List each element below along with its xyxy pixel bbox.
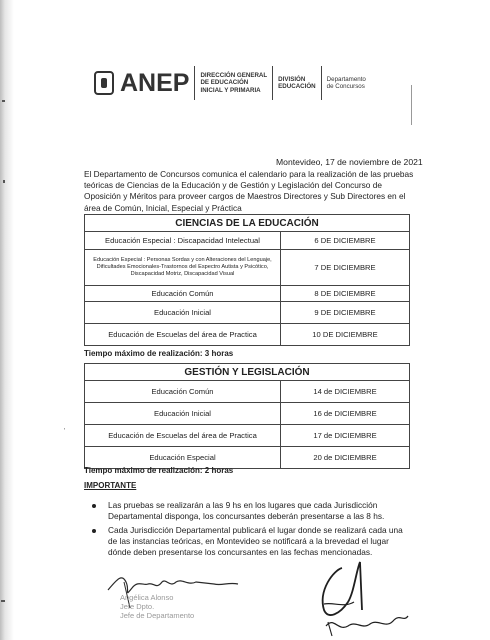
- intro-paragraph: El Departamento de Concursos comunica el calendario para la realización de las pruebas teóricas de Ciencias de la Educación y de Gestión y Legislación del Concurso de Oposición y Méritos para proveer cargos de Maestros Directores y Sub Directores en el área de Común, Inicial, Especial y Práctica: [84, 169, 414, 213]
- list-item: [84, 500, 414, 522]
- date-cell: 9 DE DICIEMBRE: [281, 302, 410, 324]
- stamp-line: Jefe Dpto.: [120, 602, 155, 611]
- table-row: [85, 425, 410, 447]
- scan-line: [411, 85, 412, 125]
- signature-right: [304, 556, 414, 640]
- area-cell: Educación de Escuelas del área de Practica: [85, 425, 281, 447]
- important-list: [84, 500, 414, 561]
- bullet-icon: [92, 504, 96, 508]
- scan-mark: [1, 600, 5, 602]
- table-row: [85, 302, 410, 324]
- table-header-row: [85, 364, 410, 381]
- max-time-note: Tiempo máximo de realización: 2 horas: [84, 466, 234, 475]
- anep-seal-icon: [94, 71, 114, 95]
- bullet-icon: [92, 529, 96, 533]
- table-row: [85, 381, 410, 403]
- table-header-row: [85, 215, 410, 232]
- org-line: Departamento: [326, 75, 366, 83]
- org-division: [278, 76, 315, 91]
- table-row: [85, 324, 410, 346]
- list-item: [84, 525, 414, 558]
- header-divider: [321, 66, 322, 100]
- max-time-note: Tiempo máximo de realización: 3 horas: [84, 349, 234, 358]
- org-line: INICIAL Y PRIMARIA: [200, 86, 261, 94]
- table-title: CIENCIAS DE LA EDUCACIÓN: [85, 215, 410, 232]
- schedule-table-gestion: [84, 363, 410, 469]
- important-heading: IMPORTANTE: [84, 481, 137, 490]
- date-cell: 17 de DICIEMBRE: [281, 425, 410, 447]
- org-line: EDUCACIÓN: [278, 83, 316, 90]
- stamp-line: Angélica Alonso: [120, 593, 174, 602]
- table-row: [85, 250, 410, 286]
- area-cell: Educación Especial : Personas Sordas y con Alteraciones del Lenguaje, Dificultades Emocionales-Trastornos del Espectro Autista y Psicótico, Discapacidad Motriz, Discapacidad Visual: [85, 250, 281, 286]
- table-row: [85, 403, 410, 425]
- org-line: DIVISIÓN: [278, 75, 306, 83]
- list-item-text: Las pruebas se realizarán a las 9 hs en los lugares que cada Jurisdicción Departamental disponga, los concursantes deberán presentarse a las 8 hs.: [108, 500, 385, 521]
- header-divider: [194, 66, 195, 100]
- table-row: [85, 286, 410, 302]
- date-cell: 10 DE DICIEMBRE: [281, 324, 410, 346]
- org-line: DIRECCIÓN GENERAL: [200, 71, 268, 79]
- table-title: GESTIÓN Y LEGISLACIÓN: [85, 364, 410, 381]
- area-cell: Educación Común: [85, 286, 281, 302]
- date-cell: 8 DE DICIEMBRE: [281, 286, 410, 302]
- header-divider: [272, 66, 273, 100]
- date-cell: 16 de DICIEMBRE: [281, 403, 410, 425]
- date-cell: 7 DE DICIEMBRE: [281, 250, 410, 286]
- area-cell: Educación Inicial: [85, 403, 281, 425]
- date-cell: 20 de DICIEMBRE: [281, 447, 410, 469]
- org-dgeip: [200, 72, 267, 94]
- schedule-table-ciencias: [84, 214, 410, 346]
- scan-mark: [3, 180, 5, 183]
- area-cell: Educación Común: [85, 381, 281, 403]
- stamp-line: Jefe de Departamento: [120, 611, 195, 620]
- table-row: [85, 232, 410, 250]
- area-cell: Educación Especial: [85, 447, 281, 469]
- org-line: de Concursos: [326, 83, 365, 90]
- org-line: DE EDUCACIÓN: [200, 79, 249, 87]
- date-cell: 14 de DICIEMBRE: [281, 381, 410, 403]
- scan-mark: ': [64, 428, 66, 435]
- signature-stamp: [120, 593, 194, 620]
- scan-edge-shadow: [0, 0, 14, 640]
- area-cell: Educación Inicial: [85, 302, 281, 324]
- date-cell: 6 DE DICIEMBRE: [281, 232, 410, 250]
- area-cell: Educación Especial : Discapacidad Intelectual: [85, 232, 281, 250]
- document-date: Montevideo, 17 de noviembre de 2021: [276, 157, 423, 167]
- scan-mark: [2, 100, 5, 102]
- list-item-text: Cada Jurisdicción Departamental publicará el lugar donde se realizará cada una de las instancias teóricas, en Montevideo se notificará a la brevedad el lugar dónde deben presentarse los concursantes en las fechas mencionadas.: [108, 525, 403, 557]
- org-department: [327, 76, 366, 91]
- area-cell: Educación de Escuelas del área de Practica: [85, 324, 281, 346]
- letterhead: [94, 66, 366, 100]
- anep-logo: ANEP: [120, 68, 190, 97]
